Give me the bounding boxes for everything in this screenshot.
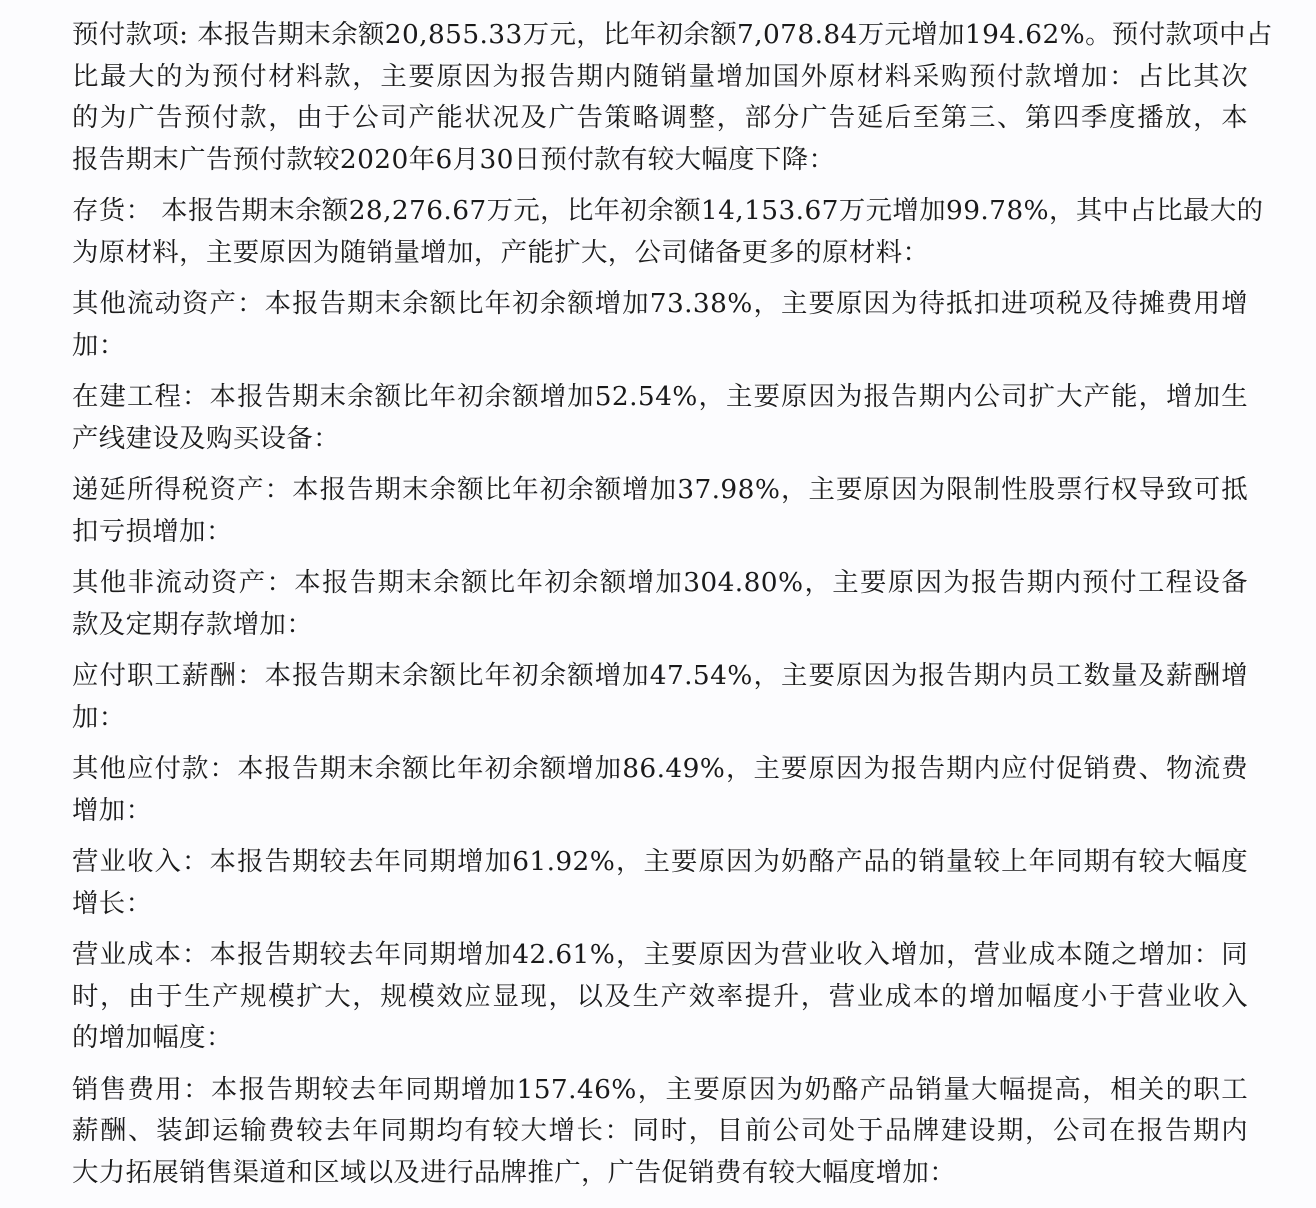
paragraph-selling-expenses [72,1069,1252,1194]
text-line: 其他流动资产：本报告期末余额比年初余额增加73.38%，主要原因为待抵扣进项税及待摊费用增 [72,288,1248,319]
text-line: 扣亏损增加： [72,515,233,547]
paragraph-employee-compensation-payable [72,655,1252,738]
text-line: 营业成本：本报告期较去年同期增加42.61%，主要原因为营业收入增加，营业成本随之增加：同 [72,939,1248,970]
paragraph-construction-in-progress [72,376,1252,459]
text-line: 其他非流动资产：本报告期末余额比年初余额增加304.80%，主要原因为报告期内预付工程设备 [72,567,1248,598]
text-line: 为原材料，主要原因为随销量增加，产能扩大，公司储备更多的原材料： [72,236,930,268]
paragraph-prepayments [72,14,1273,180]
text-line: 营业收入：本报告期较去年同期增加61.92%，主要原因为奶酪产品的销量较上年同期有较大幅度 [72,846,1248,877]
text-line: 比最大的为预付材料款，主要原因为报告期内随销量增加国外原材料采购预付款增加：占比其次 [72,60,1248,92]
text-line: 增加： [72,794,153,826]
paragraph-deferred-tax-assets [72,469,1252,552]
text-line: 加： [72,329,126,361]
text-line: 产线建设及购买设备： [72,422,340,454]
paragraph-other-current-assets [72,283,1252,366]
text-line: 应付职工薪酬：本报告期末余额比年初余额增加47.54%，主要原因为报告期内员工数量及薪酬增 [72,660,1248,691]
document-page [72,14,1273,1203]
text-line: 的为广告预付款，由于公司产能状况及广告策略调整，部分广告延后至第三、第四季度播放，本 [72,102,1248,133]
text-line: 存货： 本报告期末余额28,276.67万元，比年初余额14,153.67万元增加99.78%，其中占比最大的 [72,195,1264,226]
text-line: 在建工程：本报告期末余额比年初余额增加52.54%，主要原因为报告期内公司扩大产能，增加生 [72,381,1248,412]
paragraph-other-payables [72,748,1252,831]
text-line: 其他应付款：本报告期末余额比年初余额增加86.49%，主要原因为报告期内应付促销费、物流费 [72,753,1248,784]
text-line: 报告期末广告预付款较2020年6月30日预付款有较大幅度下降： [72,143,836,175]
text-line: 大力拓展销售渠道和区域以及进行品牌推广，广告促销费有较大幅度增加： [72,1156,957,1188]
text-line: 递延所得税资产：本报告期末余额比年初余额增加37.98%，主要原因为限制性股票行权导致可抵 [72,474,1248,505]
paragraph-operating-revenue [72,841,1252,924]
text-line: 薪酬、装卸运输费较去年同期均有较大增长：同时，目前公司处于品牌建设期，公司在报告期内 [72,1115,1248,1146]
paragraph-other-non-current-assets [72,562,1252,645]
text-line: 销售费用：本报告期较去年同期增加157.46%，主要原因为奶酪产品销量大幅提高，相关的职工 [72,1073,1248,1105]
text-line: 预付款项: 本报告期末余额20,855.33万元，比年初余额7,078.84万元增加194.62%。预付款项中占 [72,19,1273,50]
text-line: 加： [72,701,126,733]
text-line: 的增加幅度： [72,1022,233,1053]
text-line: 时，由于生产规模扩大，规模效应显现，以及生产效率提升，营业成本的增加幅度小于营业收入 [72,980,1248,1012]
text-line: 款及定期存款增加： [72,608,314,640]
paragraph-operating-cost [72,934,1252,1059]
paragraph-inventory [72,190,1264,273]
text-line: 增长： [72,887,153,919]
